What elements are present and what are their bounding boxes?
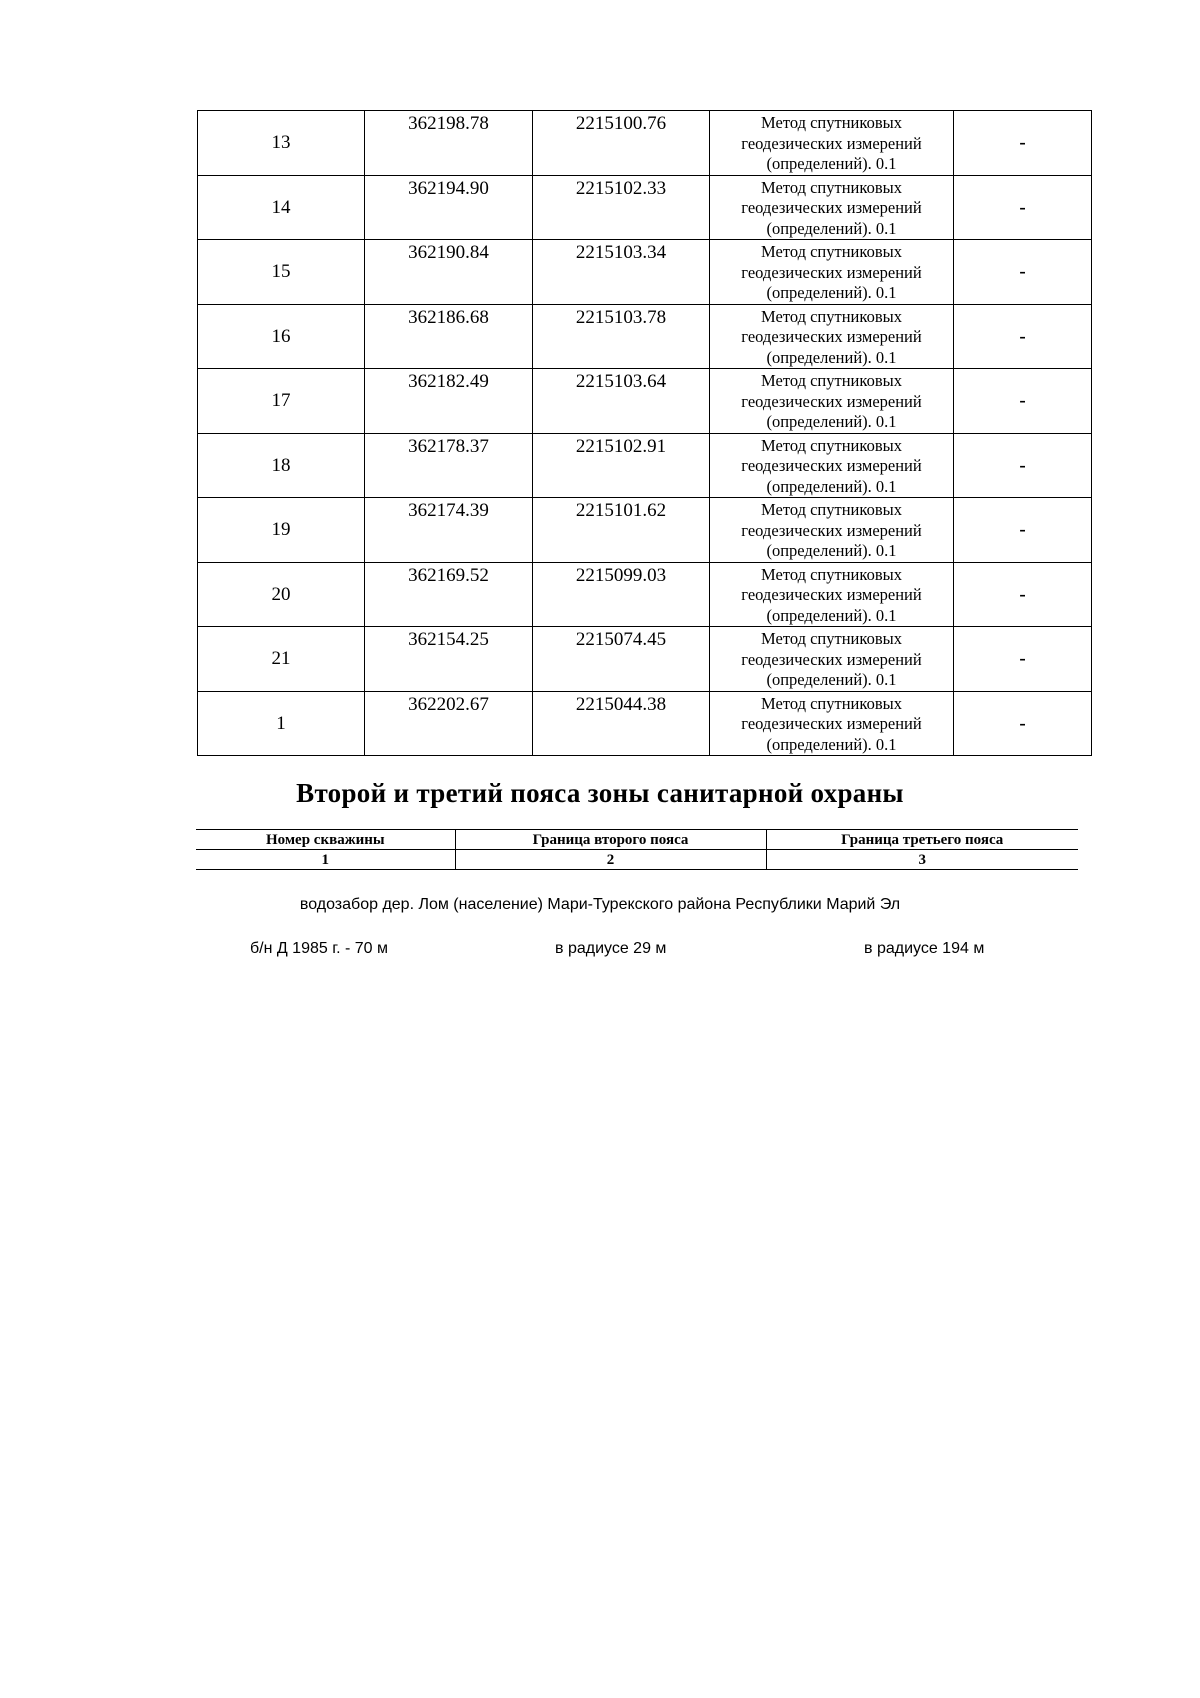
point-number: 18 [198, 433, 365, 498]
coord-x: 362194.90 [365, 175, 533, 240]
point-number: 20 [198, 562, 365, 627]
method-line: Метод спутниковых [761, 177, 902, 197]
method-cell [710, 498, 954, 563]
accuracy-note: - [954, 627, 1092, 692]
accuracy-note: - [954, 175, 1092, 240]
method-line: Метод спутниковых [761, 693, 902, 713]
coord-x: 362169.52 [365, 562, 533, 627]
table-row [198, 691, 1092, 756]
coord-x: 362198.78 [365, 111, 533, 176]
method-line: Метод спутниковых [761, 500, 902, 519]
header-well-number: Номер скважины [196, 830, 455, 850]
accuracy-note: - [954, 562, 1092, 627]
zones-header-row [196, 830, 1078, 850]
method-line: Метод спутниковых [761, 306, 902, 326]
method-line: (определений). 0.1 [766, 154, 897, 173]
coordinates-table [197, 110, 1092, 756]
point-number: 17 [198, 369, 365, 434]
accuracy-note: - [954, 369, 1092, 434]
table-row [198, 111, 1092, 176]
coord-y: 2215103.78 [533, 304, 710, 369]
method-line: Метод спутниковых [761, 242, 902, 261]
method-line: геодезических измерений [741, 520, 922, 540]
point-number: 21 [198, 627, 365, 692]
zones-table [196, 829, 1078, 870]
method-line: геодезических измерений [741, 262, 922, 282]
coord-x: 362182.49 [365, 369, 533, 434]
second-zone-radius: в радиусе 29 м [555, 940, 667, 957]
method-line: геодезических измерений [741, 327, 922, 346]
method-cell [710, 240, 954, 305]
accuracy-note: - [954, 691, 1092, 756]
coord-x: 362154.25 [365, 627, 533, 692]
method-line: (определений). 0.1 [766, 476, 897, 496]
method-line: Метод спутниковых [761, 371, 902, 390]
header-third-zone: Граница третьего пояса [766, 830, 1078, 850]
coord-x: 362178.37 [365, 433, 533, 498]
coordinates-table-body [198, 111, 1092, 756]
table-row [198, 369, 1092, 434]
accuracy-note: - [954, 111, 1092, 176]
coord-x: 362190.84 [365, 240, 533, 305]
accuracy-note: - [954, 304, 1092, 369]
point-number: 1 [198, 691, 365, 756]
well-id: б/н Д 1985 г. - 70 м [250, 940, 388, 957]
method-line: Метод спутниковых [761, 629, 902, 648]
column-number-2: 2 [455, 850, 766, 870]
method-line: (определений). 0.1 [766, 605, 897, 625]
accuracy-note: - [954, 498, 1092, 563]
coord-y: 2215074.45 [533, 627, 710, 692]
coord-x: 362186.68 [365, 304, 533, 369]
coord-x: 362174.39 [365, 498, 533, 563]
method-line: Метод спутниковых [761, 435, 902, 455]
third-zone-radius: в радиусе 194 м [864, 940, 985, 957]
coord-y: 2215102.91 [533, 433, 710, 498]
method-line: геодезических измерений [741, 198, 922, 217]
accuracy-note: - [954, 240, 1092, 305]
coord-y: 2215044.38 [533, 691, 710, 756]
point-number: 19 [198, 498, 365, 563]
method-line: геодезических измерений [741, 649, 922, 669]
method-cell [710, 691, 954, 756]
method-line: геодезических измерений [741, 133, 922, 153]
zones-number-row [196, 850, 1078, 870]
coord-x: 362202.67 [365, 691, 533, 756]
method-cell [710, 627, 954, 692]
method-cell [710, 304, 954, 369]
point-number: 15 [198, 240, 365, 305]
method-line: (определений). 0.1 [766, 541, 897, 560]
header-second-zone: Граница второго пояса [455, 830, 766, 850]
section-heading: Второй и третий пояса зоны санитарной охраны [296, 778, 904, 808]
method-line: (определений). 0.1 [766, 412, 897, 431]
table-row [198, 498, 1092, 563]
table-row [198, 627, 1092, 692]
intake-caption: водозабор дер. Лом (население) Мари-Турекского района Республики Марий Эл [299, 896, 901, 913]
method-line: (определений). 0.1 [766, 283, 897, 302]
coord-y: 2215099.03 [533, 562, 710, 627]
method-line: геодезических измерений [741, 391, 922, 411]
method-line: Метод спутниковых [761, 113, 902, 132]
table-row [198, 304, 1092, 369]
coord-y: 2215101.62 [533, 498, 710, 563]
table-row [198, 175, 1092, 240]
method-cell [710, 111, 954, 176]
coord-y: 2215103.64 [533, 369, 710, 434]
method-cell [710, 369, 954, 434]
column-number-1: 1 [196, 850, 455, 870]
coord-y: 2215100.76 [533, 111, 710, 176]
coord-y: 2215103.34 [533, 240, 710, 305]
point-number: 16 [198, 304, 365, 369]
method-line: геодезических измерений [741, 585, 922, 604]
method-line: (определений). 0.1 [766, 670, 897, 689]
point-number: 13 [198, 111, 365, 176]
method-line: геодезических измерений [741, 456, 922, 475]
method-line: (определений). 0.1 [766, 347, 897, 367]
point-number: 14 [198, 175, 365, 240]
method-cell [710, 562, 954, 627]
method-line: Метод спутниковых [761, 564, 902, 584]
column-number-3: 3 [766, 850, 1078, 870]
table-row [198, 240, 1092, 305]
method-line: геодезических измерений [741, 714, 922, 733]
method-cell [710, 433, 954, 498]
method-line: (определений). 0.1 [766, 218, 897, 238]
method-line: (определений). 0.1 [766, 734, 897, 754]
table-row [198, 562, 1092, 627]
method-cell [710, 175, 954, 240]
accuracy-note: - [954, 433, 1092, 498]
coord-y: 2215102.33 [533, 175, 710, 240]
table-row [198, 433, 1092, 498]
